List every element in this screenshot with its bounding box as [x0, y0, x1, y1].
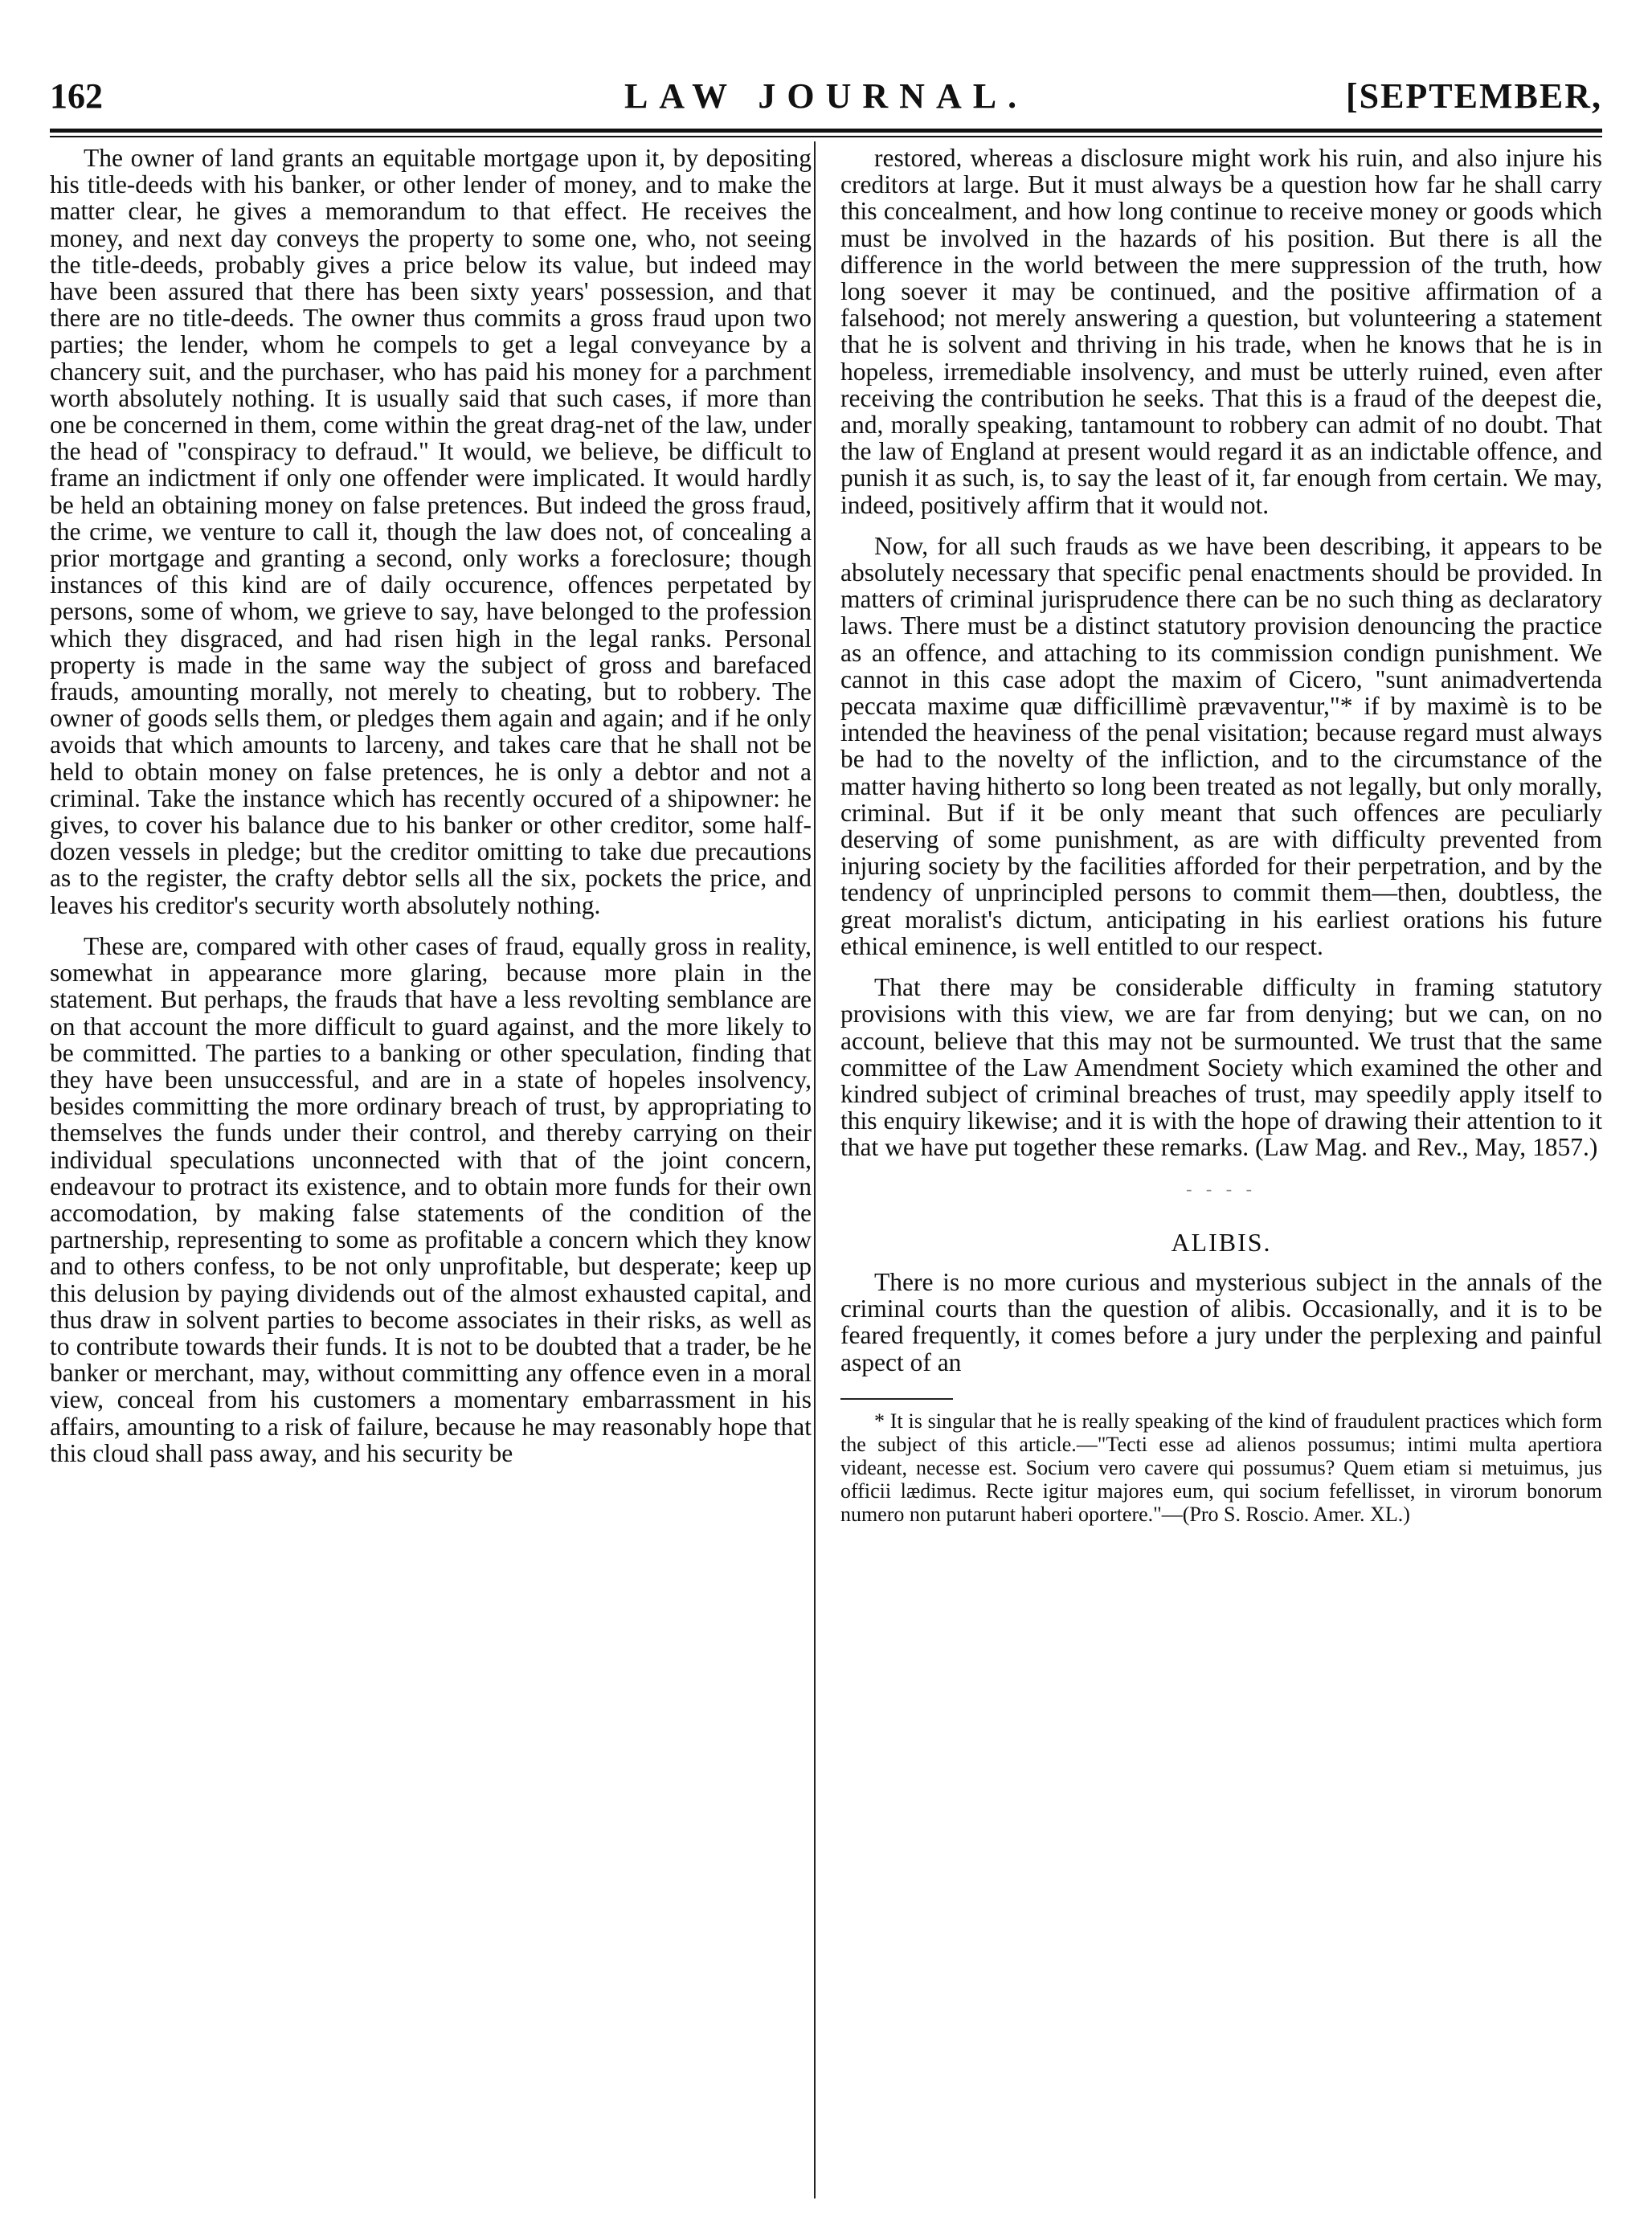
footnote-rule	[840, 1398, 953, 1400]
header-rule-thin	[50, 136, 1602, 137]
column-divider	[814, 141, 816, 2198]
paragraph-penal-enactments: Now, for all such frauds as we have been describing, it appears to be absolutely necessary that specific penal enactments should be provided. In matters of criminal jurisprudence there can be no such thing as declaratory laws. There must be a distinct statutory provision denouncing the practice as an offence, and attaching to its commission condign punishment. We cannot in this case adopt the maxim of Cicero, "sunt animadvertenda peccata maxime quæ difficillimè prævaventur,"* if by maximè is to be intended the heaviness of the penal visitation; because regard must always be had to the novelty of the infliction, and to the circumstance of the matter having hitherto so long been treated as not legally, but only morally, criminal. But if it be only meant that such offences are peculiarly deserving of some punishment, as are with difficulty prevented from injuring society by the facilities afforded for their perpetration, and by the tendency of unprincipled persons to commit them—then, doubtless, the great moralist's dictum, anticipating in his earliest orations his future ethical eminence, is well entitled to our respect.	[840, 531, 1602, 960]
section-heading-alibis: ALIBIS.	[1171, 1227, 1272, 1257]
header-rule-thick	[50, 129, 1602, 133]
page-header	[50, 72, 1602, 121]
page-number: 162	[50, 76, 103, 116]
paragraph-alibis: There is no more curious and mysterious subject in the annals of the criminal courts than the question of alibis. Occasionally, and it is to be feared frequently, it comes before a jury under the perplexing and painful aspect of an	[840, 1267, 1602, 1376]
paragraph-comparison-frauds: These are, compared with other cases of fraud, equally gross in reality, somewhat in appearance more glaring, because more plain in the statement. But perhaps, the frauds that have a less revolting semblance are on that account the more difficult to guard against, and the more likely to be committed. The parties to a banking or other speculation, finding that they have been unsuccessful, and are in a state of hopeles insolvency, besides committing the more ordinary breach of trust, by appropriating to themselves the funds under their control, and thereby carrying on their individual speculations unconnected with that of the joint concern, endeavour to protract its existence, and to obtain more funds for their own accomodation, by making false statements of the condition of the partnership, representing to some as profitable a concern which they know and to others confess, to be not only unprofitable, but desperate; keep up this delusion by paying dividends out of the almost exhausted capital, and thus draw in solvent parties to become associates in their risks, as well as to contribute towards their funds. It is not to be doubted that a trader, be he banker or merchant, may, without committing any offence even in a moral view, conceal from his customers a momentary embarrassment in his affairs, amounting to a risk of failure, because he may reasonably hope that this cloud shall pass away, and his security be	[50, 931, 812, 1467]
paragraph-concealment: restored, whereas a disclosure might work his ruin, and also injure his creditors at large. But it must always be a question how far he shall carry this concealment, and how long continue to receive money or goods which must be involved in the hazards of his position. But there is all the difference in the world between the mere suppression of the truth, how long soever it may be continued, and the positive affirmation of a falsehood; not merely answering a question, but volunteering a statement that he is solvent and thriving in his trade, when he knows that he is in hopeless, irremediable insolvency, and must be utterly ruined, even after receiving the contribution he seeks. That this is a fraud of the deepest die, and, morally speaking, tantamount to robbery can admit of no doubt. That the law of England at present would regard it as an indictable offence, and punish it as such, is, to say the least of it, far enough from certain. We may, indeed, positively affirm that it would not.	[840, 145, 1602, 519]
running-month: [SEPTEMBER,	[1345, 76, 1602, 116]
footnote: * It is singular that he is really speaking of the kind of fraudulent practices which form the subject of this article.—"Tecti esse ad alienos possumus; intimi multa apertiora videant, necesse est. Socium vero cavere qui possumus? Quem etiam si metuimus, jus officii lædimus. Recte igitur majores eum, qui socium fefellisset, in virorum bonorum numero non putarunt haberi oportere."—(Pro S. Roscio. Amer. XL.)	[840, 1409, 1602, 1526]
right-column	[840, 145, 1602, 2202]
left-column	[50, 145, 812, 2202]
paragraph-statutory-provisions: That there may be considerable difficulty in framing statutory provisions with this view, we are far from denying; but we can, on no account, believe that this may not be surmounted. We trust that the same committee of the Law Amendment Society which examined the other and kindred subject of criminal breaches of trust, may speedily apply itself to this enquiry likewise; and it is with the hope of drawing their attention to it that we have put together these remarks. (Law Mag. and Rev., May, 1857.)	[840, 973, 1602, 1162]
section-separator: - - - -	[1186, 1178, 1257, 1199]
running-title: LAW JOURNAL.	[624, 76, 1028, 116]
paragraph-equitable-mortgage: The owner of land grants an equitable mortgage upon it, by depositing his title-deeds with his banker, or other lender of money, and to make the matter clear, he gives a memorandum to that effect. He receives the money, and next day conveys the property to some one, who, not seeing the title-deeds, probably gives a price below its value, but indeed may have been assured that there has been sixty years' possession, and that there are no title-deeds. The owner thus commits a gross fraud upon two parties; the lender, whom he compels to get a legal conveyance by a chancery suit, and the purchaser, who has paid his money for a parchment worth absolutely nothing. It is usually said that such cases, if more than one be concerned in them, come within the great drag-net of the law, under the head of "conspiracy to defraud." It would, we believe, be difficult to frame an indictment if only one offender were implicated. It would hardly be held an obtaining money on false pretences. But indeed the gross fraud, the crime, we venture to call it, though the law does not, of concealing a prior mortgage and granting a second, only works a foreclosure; though instances of this kind are of daily occurence, offences perpetated by persons, some of whom, we grieve to say, have belonged to the profession which they disgraced, and had risen high in the legal ranks. Personal property is made in the same way the subject of gross and barefaced frauds, amounting morally, not merely to cheating, but to robbery. The owner of goods sells them, or pledges them again and again; and if he only avoids that which amounts to larceny, and takes care that he shall not be held to obtain money on false pretences, he is only a debtor and not a criminal. Take the instance which has recently occured of a shipowner: he gives, to cover his balance due to his banker or other creditor, some half-dozen vessels in pledge; but the creditor omitting to take due precautions as to the register, the crafty debtor sells all the six, pockets the price, and leaves his creditor's security worth absolutely nothing.	[50, 145, 812, 919]
